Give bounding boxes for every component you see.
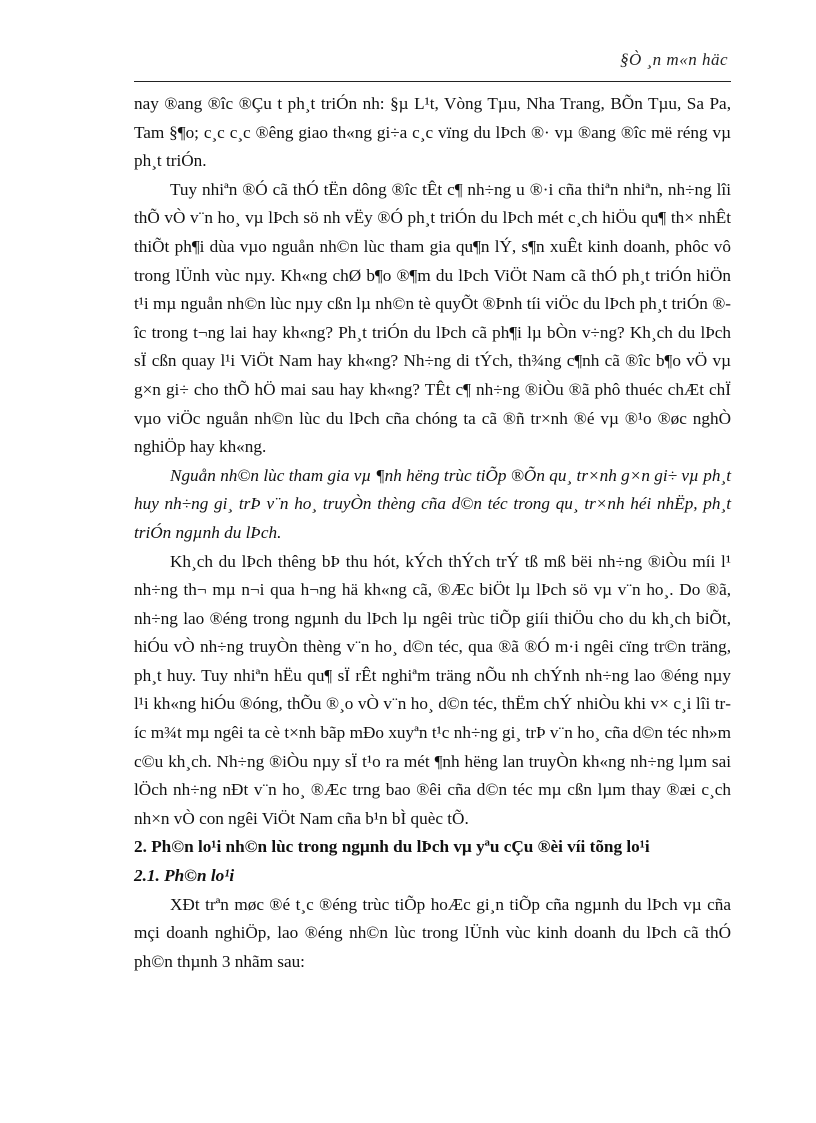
paragraph-tourist-culture: Kh¸ch du lÞch thêng bÞ thu hót, kÝch thÝch trÝ tß mß bëi nh÷ng ®iÒu míi l¹ nh÷ng th¬ mµ n¬i qua h¬ng hä kh«ng cã, ®Æc biÖt lµ lÞch sö vµ v¨n ho¸. Do ®ã, nh÷ng lao ®éng trong ngµnh du lÞch lµ ngêi trùc tiÕp giíi thiÖu cho du kh¸ch biÕt, hiÓu vÒ nh÷ng truyÒn thèng v¨n ho¸ d©n téc, qua ®ã ®Ó m·i ngêi cïng tr©n träng, ph¸t huy. Tuy nhiªn hËu qu¶ sÏ rÊt nghiªm träng nÕu nh chÝnh nh÷ng lao ®éng nµy l¹i kh«ng hiÓu ®óng, thÕu ®¸o vÒ v¨n ho¸ d©n téc, thËm chÝ nhiÒu khi v× c¸i lîi tríc m¾t mµ ngêi ta cè t×nh bãp mÐo xuyªn t¹c nh÷ng gi¸ trÞ v¨n ho¸ cña d©n téc nh»m c©u kh¸ch. Nh÷ng ®iÒu nµy sÏ t¹o ra mét ¶nh hëng lan truyÒn kh«ng nh÷ng lµm sai lÖch nh÷ng nÐt v¨n ho¸ ®Æc trng bao ®êi cña d©n téc mµ cßn lµm thay ®æi c¸ch nh×n vÒ con ngêi ViÖt Nam cña b¹n bÌ quèc tÕ. [134, 551, 731, 828]
header-divider [134, 81, 731, 82]
paragraph-human-resources-importance: Tuy nhiªn ®Ó cã thÓ tËn dông ®îc tÊt c¶ nh÷ng u ®·i cña thiªn nhiªn, nh÷ng lîi thÕ vÒ v¨n ho¸ vµ lÞch sö nh vËy ®Ó ph¸t triÓn du lÞch mét c¸ch hiÖu qu¶ th× nhÊt thiÕt ph¶i dùa vµo nguån nh©n lùc tham gia qu¶n lÝ, s¶n xuÊt kinh doanh, phôc vô trong lÜnh vùc nµy. Kh«ng chØ b¶o ®¶m du lÞch ViÖt Nam cã thÓ ph¸t triÓn hiÖn t¹i mµ nguån nh©n lùc nµy cßn lµ nh©n tè quyÕt ®Þnh tíi viÖc du lÞch ph¸t triÓn ®îc trong t¬ng lai hay kh«ng? Ph¸t triÓn du lÞch cã ph¶i lµ bÒn v÷ng? Kh¸ch du lÞch sÏ cßn quay l¹i ViÖt Nam hay kh«ng? Nh÷ng di tÝch, th¾ng c¶nh cã ®îc b¶o vÖ vµ g×n gi÷ cho thÕ hÖ mai sau hay kh«ng? TÊt c¶ nh÷ng ®iÒu ®ã phô thuéc chÆt chÏ vµo viÖc nguån nh©n lùc du lÞch cña chóng ta cã ®ñ tr×nh ®é vµ ®¹o ®øc nghÒ nghiÖp hay kh«ng. [134, 179, 731, 457]
paragraph-continuation: nay ®ang ®îc ®Çu t ph¸t triÓn nh: §µ L¹t, Vòng Tµu, Nha Trang, BÕn Tµu, Sa Pa, Tam §¶o; c¸c c¸c ®êng giao th«ng gi÷a c¸c vïng du lÞch ®· vµ ®ang ®îc më réng vµ ph¸t triÓn. [134, 94, 731, 171]
section-heading: 2. Ph©n lo¹i nh©n lùc trong ngµnh du lÞch vµ yªu cÇu ®èi víi tõng lo¹i [134, 837, 650, 857]
paragraph-italic-emphasis: Nguån nh©n lùc tham gia vµ ¶nh hëng trùc tiÕp ®Õn qu¸ tr×nh g×n gi÷ vµ ph¸t huy nh÷ng gi¸ trÞ v¨n ho¸ truyÒn thèng cña d©n téc trong qu¸ tr×nh héi nhËp, ph¸t triÓn ngµnh du lÞch. [134, 465, 731, 542]
document-body [134, 90, 731, 976]
page-header-title: §Ò ¸n m«n häc [619, 50, 728, 69]
paragraph-classification: XÐt trªn møc ®é t¸c ®éng trùc tiÕp hoÆc gi¸n tiÕp cña ngµnh du lÞch vµ cña mçi doanh nghiÖp, lao ®éng nh©n lùc trong lÜnh vùc kinh doanh du lÞch cã thÓ ph©n thµnh 3 nhãm sau: [134, 894, 731, 971]
subsection-heading: 2.1. Ph©n lo¹i [134, 866, 235, 886]
